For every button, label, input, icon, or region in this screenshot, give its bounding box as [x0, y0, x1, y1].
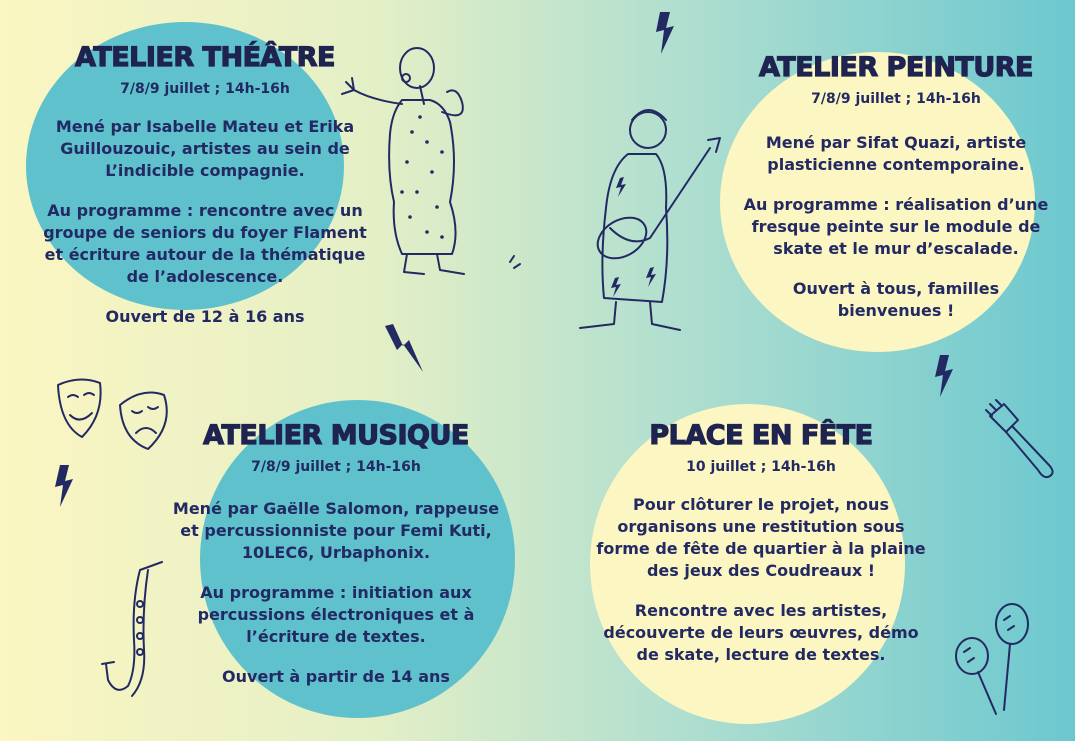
lightning-bolt-icon: [383, 324, 427, 374]
workshop-program: Au programme : réalisation d’une fresque peinte sur le module de skate et le mur d’escalade.: [743, 195, 1049, 258]
workshop-date: 7/8/9 juillet ; 14h-16h: [811, 91, 981, 107]
lightning-bolt-icon: [932, 355, 956, 397]
workshop-program: Au programme : rencontre avec un groupe de seniors du foyer Flament et écriture autour de la thématique de l’adolescence.: [43, 201, 367, 286]
workshop-music: [150, 420, 522, 688]
workshop-audience: Ouvert de 12 à 16 ans: [105, 307, 305, 326]
workshop-leader: Mené par Sifat Quazi, artiste plasticienne contemporaine.: [765, 133, 1027, 174]
lightning-bolt-icon: [52, 465, 76, 507]
workshop-title: ATELIER PEINTURE: [759, 52, 1033, 83]
workshop-painting: [710, 52, 1075, 322]
workshop-program: Rencontre avec les artistes, découverte de leurs œuvres, démo de skate, lecture de textes.: [603, 601, 919, 664]
workshop-program: Au programme : initiation aux percussions électroniques et à l’écriture de textes.: [197, 583, 475, 646]
workshop-leader: Mené par Isabelle Mateu et Erika Guillouzouic, artistes au sein de L’indicible compagnie.: [55, 117, 355, 180]
workshop-date: 7/8/9 juillet ; 14h-16h: [251, 459, 421, 475]
workshop-audience: Ouvert à partir de 14 ans: [222, 667, 450, 686]
workshop-leader: Pour clôturer le projet, nous organisons une restitution sous forme de fête de quartier à la plaine des jeux des Coudreaux !: [596, 495, 926, 580]
workshop-leader: Mené par Gaëlle Salomon, rappeuse et percussionniste pour Femi Kuti, 10LEC6, Urbaphonix.: [172, 499, 500, 562]
workshop-title: PLACE EN FÊTE: [649, 420, 873, 451]
workshop-title: ATELIER MUSIQUE: [203, 420, 469, 451]
saxophone-icon: [98, 560, 168, 702]
maracas-icon: [950, 600, 1034, 718]
dancer-illustration: [332, 42, 532, 287]
lightning-bolt-icon: [652, 12, 678, 54]
paintbrush-icon: [982, 398, 1062, 480]
guitarist-illustration: [570, 98, 730, 338]
workshop-audience: Ouvert à tous, familles bienvenues !: [792, 279, 1000, 320]
workshop-fete: [570, 420, 952, 666]
workshop-date: 10 juillet ; 14h-16h: [686, 459, 836, 475]
theatre-masks-icon: [52, 375, 174, 455]
workshop-date: 7/8/9 juillet ; 14h-16h: [120, 81, 290, 97]
workshop-title: ATELIER THÉÂTRE: [75, 42, 335, 73]
